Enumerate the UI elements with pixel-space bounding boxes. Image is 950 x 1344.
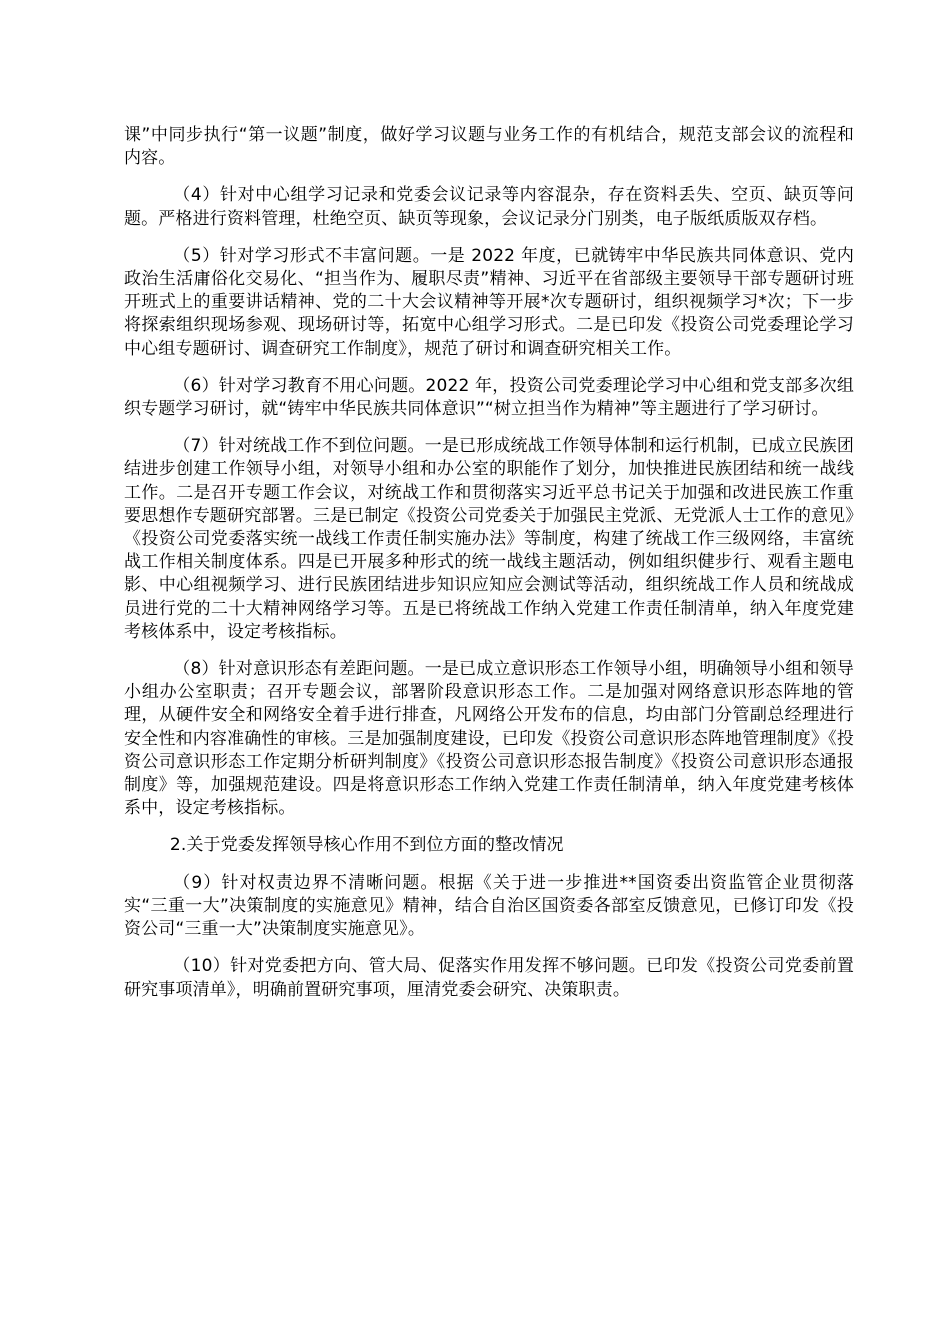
section-heading: 2.关于党委发挥领导核心作用不到位方面的整改情况 <box>169 835 564 856</box>
paragraph-item-9: （9）针对权责边界不清晰问题。根据《关于进一步推进**国资委出资监管企业贯彻落实“三重一大”决策制度的实施意见》精神，结合自治区国资委各部室反馈意见，已修订印发《投资公司“三重一大”决策制度实施意见》。 <box>124 872 854 940</box>
paragraph-item-8: （8）针对意识形态有差距问题。一是已成立意识形态工作领导小组，明确领导小组和领导小组办公室职责；召开专题会议，部署阶段意识形态工作。二是加强对网络意识形态阵地的管理，从硬件安全和网络安全着手进行排查，凡网络公开发布的信息，均由部门分管副总经理进行安全性和内容准确性的审核。三是加强制度建设，已印发《投资公司意识形态阵地管理制度》《投资公司意识形态工作定期分析研判制度》《投资公司意识形态报告制度》《投资公司意识形态通报制度》等，加强规范建设。四是将意识形态工作纳入党建工作责任制清单，纳入年度党建考核体系中，设定考核指标。 <box>124 659 854 819</box>
paragraph-item-7: （7）针对统战工作不到位问题。一是已形成统战工作领导体制和运行机制，已成立民族团结进步创建工作领导小组，对领导小组和办公室的职能作了划分，加快推进民族团结和统一战线工作。二是召开专题工作会议，对统战工作和贯彻落实习近平总书记关于加强和改进民族工作重要思想作专题研究部署。三是已制定《投资公司党委关于加强民主党派、无党派人士工作的意见》《投资公司党委落实统一战线工作责任制实施办法》等制度，构建了统战工作三级网络，丰富统战工作相关制度体系。四是已开展多种形式的统一战线主题活动，例如组织健步行、观看主题电影、中心组视频学习、进行民族团结进步知识应知应会测试等活动，组织统战工作人员和统战成员进行党的二十大精神网络学习等。五是已将统战工作纳入党建工作责任制清单，纳入年度党建考核体系中，设定考核指标。 <box>124 436 854 642</box>
paragraph-item-10: （10）针对党委把方向、管大局、促落实作用发挥不够问题。已印发《投资公司党委前置研究事项清单》，明确前置研究事项，厘清党委会研究、决策职责。 <box>124 956 854 1000</box>
paragraph-item-5: （5）针对学习形式不丰富问题。一是 2022 年度，已就铸牢中华民族共同体意识、党内政治生活庸俗化交易化、“担当作为、履职尽责”精神、习近平在省部级主要领导干部专题研讨班开班式上的重要讲话精神、党的二十大会议精神等开展*次专题研讨，组织视频学习*次；下一步将探索组织现场参观、现场研讨等，拓宽中心组学习形式。二是已印发《投资公司党委理论学习中心组专题研讨、调查研究工作制度》，规范了研讨和调查研究相关工作。 <box>124 245 854 359</box>
paragraph-continuation: 课”中同步执行“第一议题”制度，做好学习议题与业务工作的有机结合，规范支部会议的流程和内容。 <box>124 125 854 169</box>
paragraph-item-4: （4）针对中心组学习记录和党委会议记录等内容混杂，存在资料丢失、空页、缺页等问题。严格进行资料管理，杜绝空页、缺页等现象，会议记录分门别类，电子版纸质版双存档。 <box>124 185 854 229</box>
document-page <box>124 124 854 1016</box>
paragraph-item-6: （6）针对学习教育不用心问题。2022 年，投资公司党委理论学习中心组和党支部多次组织专题学习研讨，就“铸牢中华民族共同体意识”“树立担当作为精神”等主题进行了学习研讨。 <box>124 375 854 420</box>
